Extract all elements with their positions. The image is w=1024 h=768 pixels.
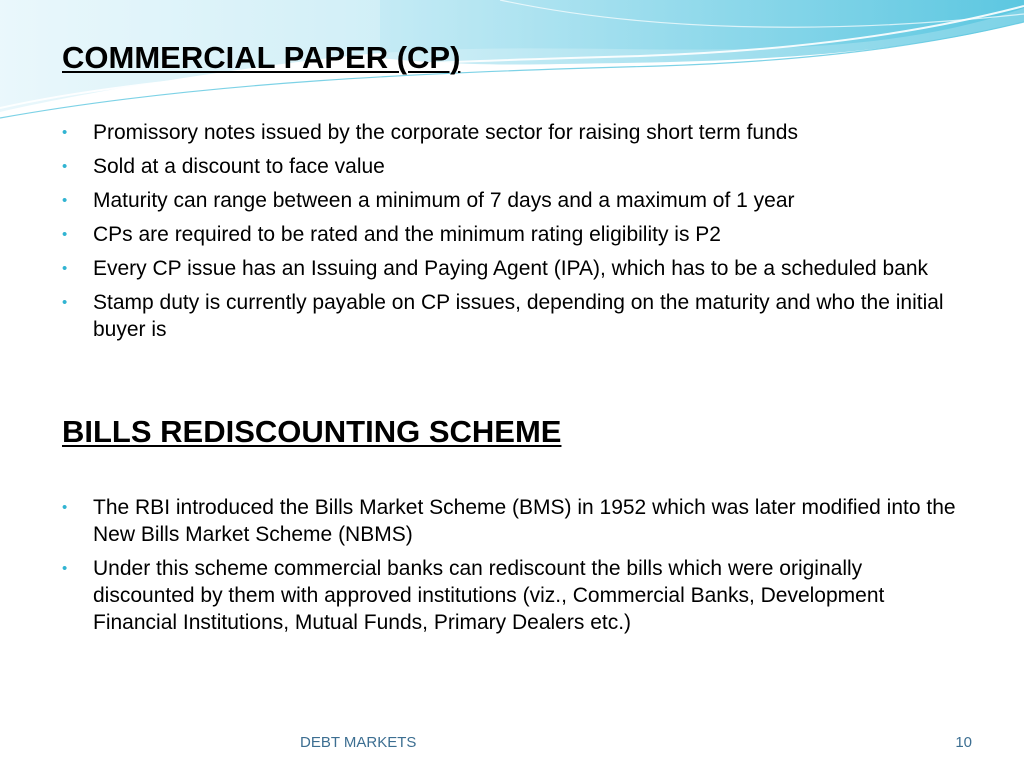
bullet-icon: • xyxy=(62,560,68,577)
bullet-text: The RBI introduced the Bills Market Scheme (BMS) in 1952 which was later modified into the New Bills Market Scheme (NBMS) xyxy=(93,496,956,546)
bullet-icon: • xyxy=(62,158,68,175)
bullet-text: Under this scheme commercial banks can rediscount the bills which were originally discounted by them with approved institutions (viz., Commercial Banks, Development Financial Institutions, Mutual Funds, Primary Dealers etc.) xyxy=(93,557,885,634)
bullet-text: Sold at a discount to face value xyxy=(93,155,385,178)
list-item xyxy=(62,153,962,180)
footer-title: DEBT MARKETS xyxy=(300,734,417,751)
list-item xyxy=(62,221,962,248)
list-item xyxy=(62,187,962,214)
list-item xyxy=(62,119,962,146)
bullet-text: CPs are required to be rated and the minimum rating eligibility is P2 xyxy=(93,223,721,246)
bullet-icon: • xyxy=(62,124,68,141)
section-heading-commercial-paper: COMMERCIAL PAPER (CP) xyxy=(62,40,461,75)
bullet-text: Stamp duty is currently payable on CP issues, depending on the maturity and who the initial buyer is xyxy=(93,291,944,341)
bullet-text: Promissory notes issued by the corporate sector for raising short term funds xyxy=(93,121,798,144)
section-heading-bills-rediscounting: BILLS REDISCOUNTING SCHEME xyxy=(62,414,562,449)
list-item xyxy=(62,494,962,548)
list-item xyxy=(62,555,962,636)
bullet-icon: • xyxy=(62,499,68,516)
bills-rediscounting-bullet-list xyxy=(62,494,962,643)
commercial-paper-bullet-list xyxy=(62,119,962,350)
bullet-icon: • xyxy=(62,192,68,209)
list-item xyxy=(62,255,962,282)
bullet-text: Every CP issue has an Issuing and Paying Agent (IPA), which has to be a scheduled bank xyxy=(93,257,929,280)
page-number: 10 xyxy=(955,734,972,751)
bullet-text: Maturity can range between a minimum of 7 days and a maximum of 1 year xyxy=(93,189,795,212)
bullet-icon: • xyxy=(62,226,68,243)
bullet-icon: • xyxy=(62,294,68,311)
bullet-icon: • xyxy=(62,260,68,277)
list-item xyxy=(62,289,962,343)
